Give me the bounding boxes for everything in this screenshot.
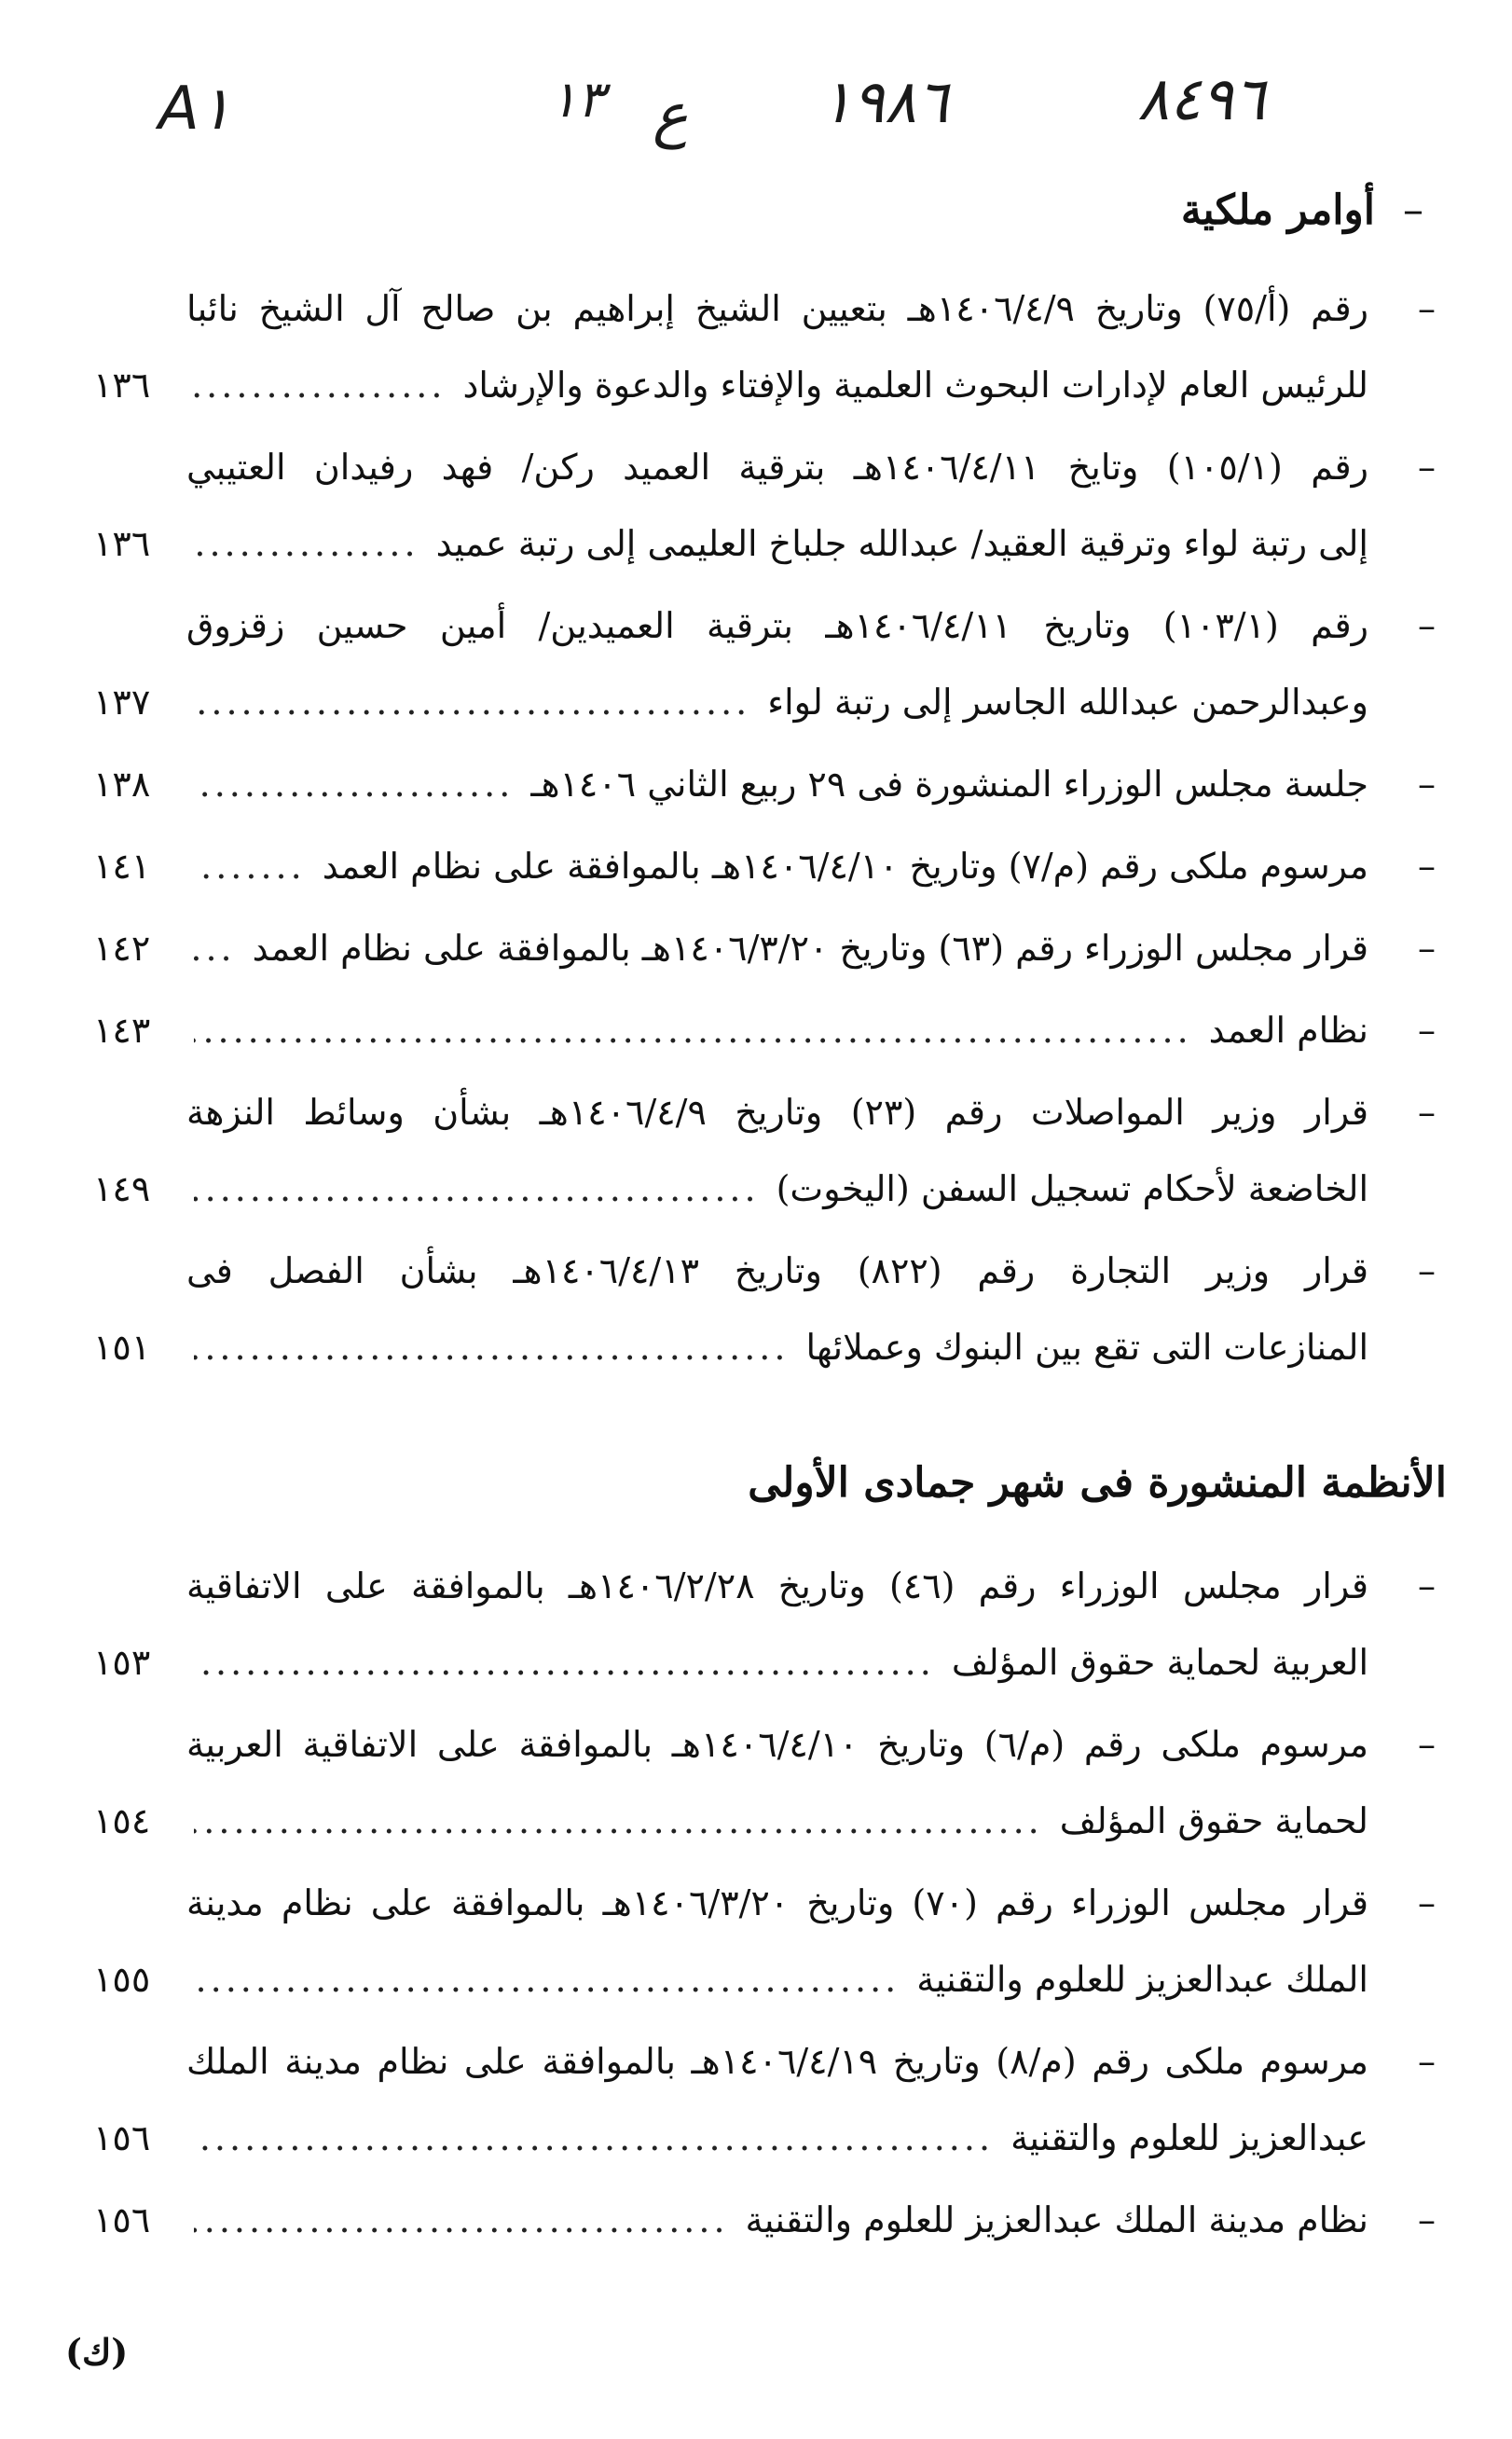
toc-entry [93,2182,1436,2258]
entry-text: قرار وزير المواصلات رقم (٢٣) وتاريخ ١٤٠٦/٤/٩هـ بشأن وسائط النزهة [186,1092,1368,1133]
entry-line [93,2182,1368,2258]
toc-entry [93,1706,1436,1859]
entry-line [93,270,1368,347]
toc-entry [93,2023,1436,2176]
toc-entry [93,1233,1436,1385]
toc-list-royal-orders [93,270,1436,1391]
entry-bullet: – [1418,288,1436,329]
entry-line [93,1151,1368,1227]
entry-line [93,1074,1368,1151]
page-number: ١٣٨ [93,764,151,805]
handwritten-mark: A١ [158,75,232,144]
page-number: ١٥١ [93,1327,151,1368]
dot-leader [194,1624,935,1701]
entry-text: مرسوم ملكى رقم (م/٦) وتاريخ ١٤٠٦/٤/١٠هـ بالموافقة على الاتفاقية العربية [186,1724,1368,1765]
entry-line [93,505,1368,582]
entry-line [93,1783,1368,1859]
entry-line [93,429,1368,505]
entry-text: قرار وزير التجارة رقم (٨٢٢) وتاريخ ١٤٠٦/٤/١٣هـ بشأن الفصل فى [186,1250,1368,1291]
entry-bullet: – [1418,846,1436,887]
page-number: ١٣٧ [93,682,151,723]
entry-text: جلسة مجلس الوزراء المنشورة فى ٢٩ ربيع الثاني ١٤٠٦هـ [530,764,1368,805]
dot-leader [194,2182,729,2258]
entry-line [93,1233,1368,1309]
entry-text: المنازعات التى تقع بين البنوك وعملائها [805,1327,1368,1368]
dot-leader [194,505,419,582]
entry-line [93,2100,1368,2176]
entry-bullet: – [1418,1010,1436,1051]
toc-entry [93,587,1436,740]
section-title: الأنظمة المنشورة فى شهر جمادى الأولى [748,1459,1447,1507]
entry-bullet: – [1418,1882,1436,1923]
dot-leader [194,1783,1043,1859]
toc-entry [93,746,1436,822]
handwritten-number: ٨٤٩٦ [1137,65,1266,134]
toc-entry [93,910,1436,986]
entry-text: رقم (أ/٧٥) وتاريخ ١٤٠٦/٤/٩هـ بتعيين الشيخ إبراهيم بن صالح آل الشيخ نائبا [186,288,1368,329]
entry-bullet: – [1418,1565,1436,1606]
page-number: ١٤٩ [93,1168,151,1209]
entry-line [93,347,1368,423]
entry-text: مرسوم ملكى رقم (م/٨) وتاريخ ١٤٠٦/٤/١٩هـ بالموافقة على نظام مدينة الملك [186,2041,1368,2082]
entry-bullet: – [1418,1250,1436,1291]
dot-leader [194,746,514,822]
entry-bullet: – [1418,1724,1436,1765]
entry-bullet: – [1418,2041,1436,2082]
entry-line [93,587,1368,664]
dot-leader [194,347,446,423]
entry-text: إلى رتبة لواء وترقية العقيد/ عبدالله جلباخ العليمى إلى رتبة عميد [435,523,1368,564]
page-number: ١٤٢ [93,928,151,969]
toc-entry [93,992,1436,1068]
dot-leader [194,1941,900,2018]
entry-text: قرار مجلس الوزراء رقم (٧٠) وتاريخ ١٤٠٦/٣/٢٠هـ بالموافقة على نظام مدينة [186,1882,1368,1923]
entry-text: لحماية حقوق المؤلف [1059,1800,1368,1841]
toc-entry [93,1865,1436,2018]
entry-line [93,1706,1368,1783]
entry-line [93,1309,1368,1385]
entry-text: الملك عبدالعزيز للعلوم والتقنية [916,1959,1368,2000]
entry-line [93,2023,1368,2100]
dot-leader [194,992,1192,1068]
page-number: ١٥٣ [93,1642,151,1683]
entry-bullet: – [1418,764,1436,805]
page-number: ١٥٤ [93,1800,151,1841]
handwritten-mark: ع [653,81,689,150]
entry-bullet: – [1418,2199,1436,2240]
entry-line [93,992,1368,1068]
entry-text: نظام العمد [1208,1010,1368,1051]
entry-text: قرار مجلس الوزراء رقم (٦٣) وتاريخ ١٤٠٦/٣/٢٠هـ بالموافقة على نظام العمد [252,928,1368,969]
dot-leader [194,1151,760,1227]
page-number: ١٥٦ [93,2199,151,2240]
dot-leader [194,828,306,904]
section-heading-regulations [748,1459,1447,1507]
entry-line [93,746,1368,822]
dot-leader [194,664,750,740]
entry-bullet: – [1418,1092,1436,1133]
page-number: ١٥٦ [93,2117,151,2158]
page-number: ١٣٦ [93,365,151,406]
page-number: ١٤٣ [93,1010,151,1051]
dot-leader [194,910,236,986]
toc-list-regulations [93,1548,1436,2264]
heading-dash: – [1403,186,1423,234]
entry-line [93,1624,1368,1701]
entry-text: رقم (١٠٥/١) وتايخ ١٤٠٦/٤/١١هـ بترقية العميد ركن/ فهد رفيدان العتيبي [186,447,1368,488]
handwritten-mark: ١٣ [550,70,605,129]
entry-text: وعبدالرحمن عبدالله الجاسر إلى رتبة لواء [767,682,1368,723]
page-number: ١٤١ [93,846,151,887]
entry-line [93,910,1368,986]
section-heading-royal-orders [1181,186,1423,234]
toc-entry [93,1074,1436,1227]
entry-bullet: – [1418,447,1436,488]
section-title: أوامر ملكية [1180,186,1375,234]
dot-leader [194,1309,789,1385]
entry-line [93,1865,1368,1941]
page-number: ١٥٥ [93,1959,151,2000]
page-number: ١٣٦ [93,523,151,564]
entry-text: مرسوم ملكى رقم (م/٧) وتاريخ ١٤٠٦/٤/١٠هـ بالموافقة على نظام العمد [322,846,1368,887]
toc-entry [93,429,1436,582]
toc-entry [93,270,1436,423]
entry-bullet: – [1418,928,1436,969]
entry-text: الخاضعة لأحكام تسجيل السفن (اليخوت) [776,1168,1368,1209]
entry-line [93,1548,1368,1624]
entry-text: قرار مجلس الوزراء رقم (٤٦) وتاريخ ١٤٠٦/٢/٢٨هـ بالموافقة على الاتفاقية [186,1565,1368,1606]
dot-leader [194,2100,994,2176]
entry-line [93,828,1368,904]
entry-text: العربية لحماية حقوق المؤلف [951,1642,1368,1683]
toc-entry [93,1548,1436,1701]
entry-text: للرئيس العام لإدارات البحوث العلمية والإفتاء والدعوة والإرشاد [462,365,1368,406]
entry-line [93,1941,1368,2018]
entry-bullet: – [1418,605,1436,646]
entry-text: نظام مدينة الملك عبدالعزيز للعلوم والتقنية [745,2199,1368,2240]
handwritten-year: ١٩٨٦ [820,68,949,137]
entry-text: عبدالعزيز للعلوم والتقنية [1010,2117,1368,2158]
page-footer-marker: (ك) [65,2331,129,2373]
toc-entry [93,828,1436,904]
entry-text: رقم (١٠٣/١) وتاريخ ١٤٠٦/٤/١١هـ بترقية العميدين/ أمين حسين زقزوق [186,605,1368,646]
entry-line [93,664,1368,740]
